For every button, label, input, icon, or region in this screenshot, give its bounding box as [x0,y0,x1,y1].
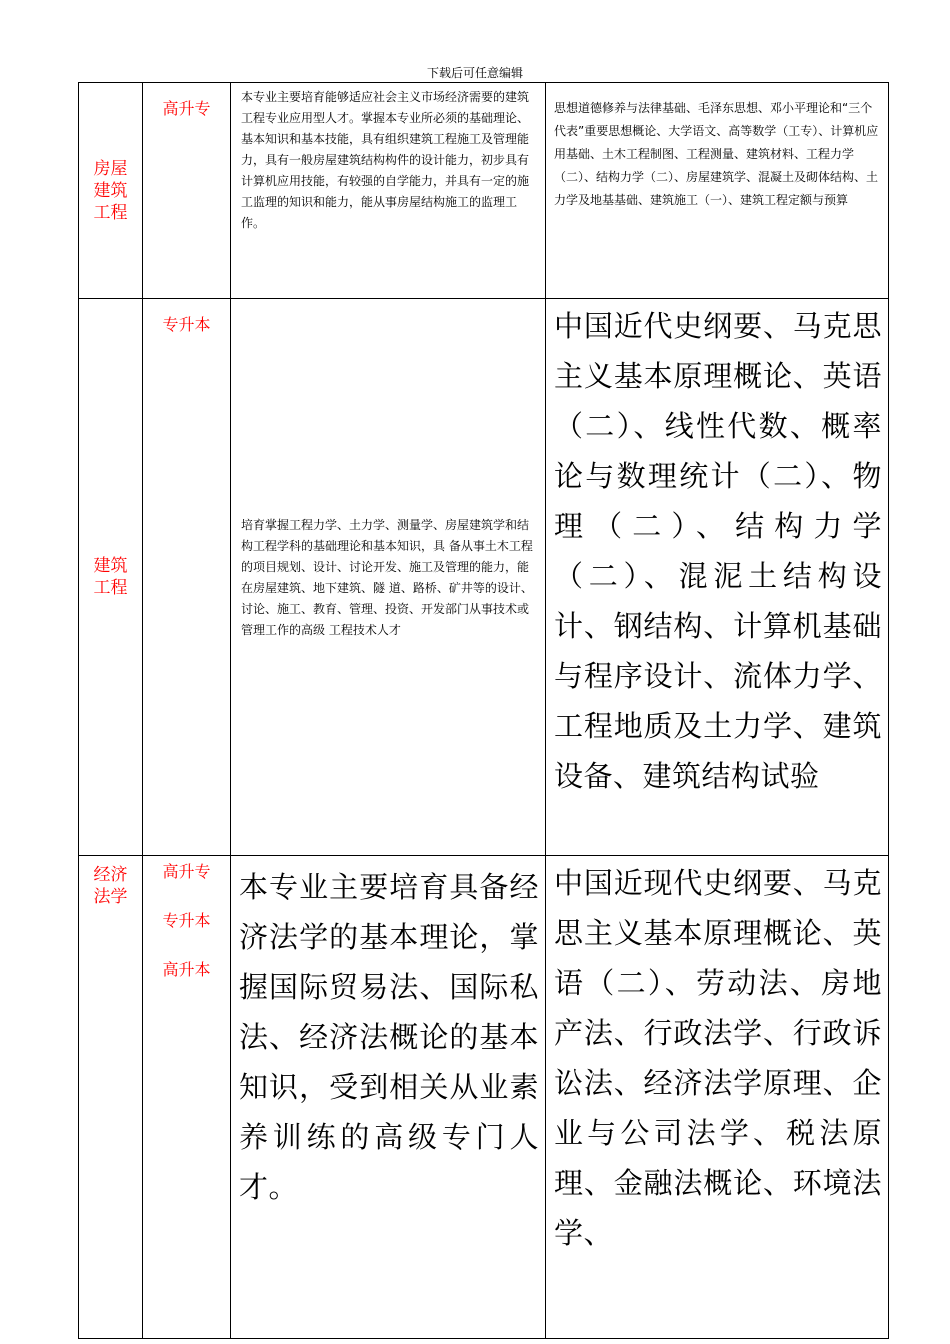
level-cell [143,299,231,856]
major-cell [79,856,143,1339]
major-name: 经济法学 [93,865,128,907]
courses-cell: 中国近现代史纲要、马克思主义基本原理概论、英语（二）、劳动法、房地产法、行政法学、行政诉讼法、经济法学原理、企业与公司法学、税法原理、金融法概论、环境法学、 [546,856,889,1339]
major-cell [79,299,143,856]
courses-cell: 思想道德修养与法律基础、毛泽东思想、邓小平理论和“三个代表”重要思想概论、大学语文、高等数学（工专）、计算机应用基础、土木工程制图、工程测量、建筑材料、工程力学（二）、结构力学（二）、房屋建筑学、混凝土及砌体结构、土力学及地基基础、建筑施工（一）、建筑工程定额与预算 [546,83,889,299]
table-row [79,83,889,299]
table-row [79,856,889,1339]
goal-cell: 本专业主要培育能够适应社会主义市场经济需要的建筑工程专业应用型人才。掌握本专业所必须的基础理论、基本知识和基本技能，具有组织建筑工程施工及管理能力，具有一般房屋建筑结构构件的设计能力，初步具有计算机应用技能，有较强的自学能力，并具有一定的施工监理的知识和能力，能从事房屋结构施工的监理工作。 [231,83,546,299]
level-label: 专升本 [162,911,211,930]
page-header: 下载后可任意编辑 [426,66,523,80]
level-label: 高升专 [162,99,211,118]
major-name: 房屋建筑工程 [93,158,128,223]
level-cell [143,856,231,1339]
table-row [79,299,889,856]
level-label: 专升本 [162,315,211,334]
courses-cell: 中国近代史纲要、马克思主义基本原理概论、英语（二）、线性代数、概率论与数理统计（二）、物理（二）、结构力学（二）、混泥土结构设计、钢结构、计算机基础与程序设计、流体力学、工程地质及土力学、建筑设备、建筑结构试验 [546,299,889,856]
major-cell [79,83,143,299]
goal-cell: 本专业主要培育具备经济法学的基本理论，掌握国际贸易法、国际私法、经济法概论的基本知识，受到相关从业素养训练的高级专门人才。 [231,856,546,1339]
level-label: 高升专 [162,862,211,881]
major-name: 建筑工程 [93,556,128,598]
program-table [78,82,889,1339]
level-cell [143,83,231,299]
goal-cell: 培育掌握工程力学、土力学、测量学、房屋建筑学和结构工程学科的基础理论和基本知识，具 备从事土木工程的项目规划、设计、讨论开发、施工及管理的能力，能在房屋建筑、地下建筑、隧 道、路桥、矿井等的设计、讨论、施工、教育、管理、投资、开发部门从事技术或管理工作的高级 工程技术人才 [231,299,546,856]
level-label: 高升本 [162,960,211,979]
